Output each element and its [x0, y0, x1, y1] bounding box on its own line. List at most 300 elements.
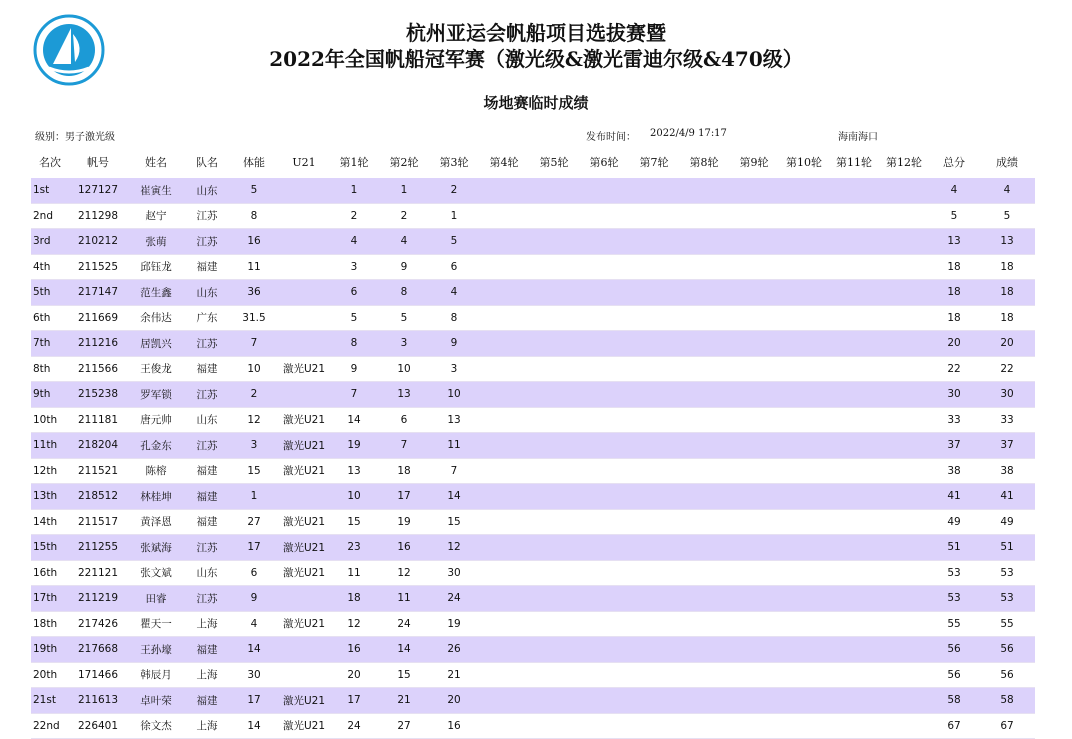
table-cell: 21	[379, 688, 429, 714]
table-cell	[879, 484, 929, 510]
table-cell: 福建	[185, 637, 229, 663]
table-cell	[629, 382, 679, 408]
table-cell	[479, 560, 529, 586]
table-cell	[729, 484, 779, 510]
table-cell	[629, 484, 679, 510]
table-cell: 江苏	[185, 433, 229, 459]
table-cell: 15th	[31, 535, 69, 561]
table-cell: 211219	[69, 586, 127, 612]
column-header: 体能	[229, 152, 279, 175]
table-cell: 2	[329, 203, 379, 229]
table-cell: 黄泽恩	[127, 509, 185, 535]
table-row	[31, 560, 1035, 586]
column-header: 第6轮	[579, 152, 629, 175]
table-cell	[829, 713, 879, 739]
table-cell	[679, 280, 729, 306]
table-cell	[829, 254, 879, 280]
table-cell	[579, 688, 629, 714]
table-cell	[729, 407, 779, 433]
table-cell: 38	[929, 458, 979, 484]
table-cell: 217668	[69, 637, 127, 663]
table-cell	[579, 280, 629, 306]
table-cell	[479, 662, 529, 688]
table-cell	[479, 331, 529, 357]
table-cell	[879, 433, 929, 459]
table-cell: 51	[929, 535, 979, 561]
table-cell: 激光U21	[279, 509, 329, 535]
table-cell: 上海	[185, 713, 229, 739]
table-cell: 林桂坤	[127, 484, 185, 510]
table-row	[31, 713, 1035, 739]
table-cell	[779, 560, 829, 586]
table-cell	[479, 611, 529, 637]
table-cell: 福建	[185, 356, 229, 382]
table-cell	[579, 637, 629, 663]
table-cell	[479, 637, 529, 663]
table-cell: 田睿	[127, 586, 185, 612]
table-cell	[779, 229, 829, 255]
table-cell: 27	[379, 713, 429, 739]
table-cell: 4	[929, 175, 979, 203]
table-cell	[629, 535, 679, 561]
table-cell: 激光U21	[279, 407, 329, 433]
table-cell: 17	[229, 688, 279, 714]
table-cell	[779, 484, 829, 510]
table-cell: 24	[429, 586, 479, 612]
table-cell: 7	[379, 433, 429, 459]
table-cell	[479, 407, 529, 433]
table-cell: 9	[229, 586, 279, 612]
table-cell	[579, 175, 629, 203]
table-cell: 6	[329, 280, 379, 306]
table-cell	[729, 433, 779, 459]
table-cell	[679, 305, 729, 331]
table-cell	[679, 713, 729, 739]
table-cell	[629, 662, 679, 688]
table-cell	[729, 305, 779, 331]
table-cell	[579, 535, 629, 561]
table-cell: 18	[329, 586, 379, 612]
table-cell	[829, 203, 879, 229]
table-cell	[729, 637, 779, 663]
table-cell: 18	[929, 254, 979, 280]
table-cell	[829, 560, 879, 586]
column-header: 第2轮	[379, 152, 429, 175]
table-cell: 221121	[69, 560, 127, 586]
table-cell	[479, 509, 529, 535]
table-cell: 53	[929, 560, 979, 586]
table-cell: 217147	[69, 280, 127, 306]
table-cell	[279, 662, 329, 688]
table-cell: 余伟达	[127, 305, 185, 331]
table-cell	[629, 203, 679, 229]
table-cell: 30	[429, 560, 479, 586]
table-cell: 41	[979, 484, 1035, 510]
table-cell	[679, 175, 729, 203]
column-header: 第4轮	[479, 152, 529, 175]
table-cell	[779, 637, 829, 663]
table-cell	[829, 509, 879, 535]
table-cell: 18	[979, 280, 1035, 306]
table-cell: 17	[229, 535, 279, 561]
table-cell	[279, 305, 329, 331]
table-cell: 15	[329, 509, 379, 535]
table-cell: 20	[329, 662, 379, 688]
table-row	[31, 688, 1035, 714]
table-cell	[679, 509, 729, 535]
table-cell: 张文斌	[127, 560, 185, 586]
table-cell	[779, 305, 829, 331]
table-cell	[529, 662, 579, 688]
table-cell	[529, 331, 579, 357]
table-cell: 6	[429, 254, 479, 280]
table-cell	[779, 662, 829, 688]
table-cell: 19th	[31, 637, 69, 663]
table-cell	[779, 713, 829, 739]
table-cell: 1	[429, 203, 479, 229]
table-cell: 12	[229, 407, 279, 433]
table-cell: 15	[429, 509, 479, 535]
table-cell: 11	[429, 433, 479, 459]
table-cell	[579, 433, 629, 459]
table-cell	[779, 458, 829, 484]
table-cell	[579, 586, 629, 612]
table-cell	[729, 688, 779, 714]
table-cell	[779, 586, 829, 612]
table-row	[31, 586, 1035, 612]
table-cell: 4th	[31, 254, 69, 280]
results-table	[31, 152, 1035, 739]
table-cell	[579, 203, 629, 229]
table-cell	[279, 280, 329, 306]
table-cell: 17	[329, 688, 379, 714]
table-cell	[779, 433, 829, 459]
table-cell: 20th	[31, 662, 69, 688]
table-cell: 56	[979, 662, 1035, 688]
table-cell: 10	[429, 382, 479, 408]
table-cell: 江苏	[185, 586, 229, 612]
table-cell	[829, 433, 879, 459]
table-cell: 11	[379, 586, 429, 612]
table-cell	[529, 713, 579, 739]
table-cell: 211298	[69, 203, 127, 229]
table-cell: 6	[379, 407, 429, 433]
table-cell	[529, 586, 579, 612]
table-cell: 215238	[69, 382, 127, 408]
page-title-line2: 2022年全国帆船冠军赛（激光级&激光雷迪尔级&470级）	[269, 47, 803, 71]
table-cell: 2	[229, 382, 279, 408]
table-cell	[679, 433, 729, 459]
table-cell	[629, 229, 679, 255]
table-cell: 8	[229, 203, 279, 229]
table-cell	[729, 229, 779, 255]
table-cell: 19	[429, 611, 479, 637]
table-cell: 山东	[185, 407, 229, 433]
table-cell	[479, 713, 529, 739]
table-row	[31, 175, 1035, 203]
table-cell: 37	[979, 433, 1035, 459]
table-cell	[779, 203, 829, 229]
table-cell	[879, 535, 929, 561]
table-cell	[779, 611, 829, 637]
table-cell: 49	[929, 509, 979, 535]
table-cell: 56	[929, 662, 979, 688]
table-cell	[879, 713, 929, 739]
table-cell: 1	[329, 175, 379, 203]
table-cell: 16	[229, 229, 279, 255]
table-cell	[279, 382, 329, 408]
table-cell	[679, 203, 729, 229]
table-cell	[579, 407, 629, 433]
table-cell	[829, 458, 879, 484]
table-cell: 16	[379, 535, 429, 561]
table-cell: 5	[379, 305, 429, 331]
table-row	[31, 535, 1035, 561]
table-cell: 31.5	[229, 305, 279, 331]
table-cell	[829, 356, 879, 382]
table-cell: 9th	[31, 382, 69, 408]
table-cell: 11th	[31, 433, 69, 459]
table-cell: 33	[929, 407, 979, 433]
table-cell	[729, 560, 779, 586]
table-cell: 广东	[185, 305, 229, 331]
table-cell	[629, 713, 679, 739]
location-label: 海南海口	[838, 132, 878, 143]
table-cell	[529, 433, 579, 459]
table-cell: 3	[429, 356, 479, 382]
table-cell	[479, 535, 529, 561]
table-cell: 22	[929, 356, 979, 382]
table-cell: 激光U21	[279, 433, 329, 459]
table-cell	[479, 280, 529, 306]
table-cell	[529, 305, 579, 331]
table-cell	[529, 175, 579, 203]
table-cell: 唐元帅	[127, 407, 185, 433]
table-cell: 江苏	[185, 331, 229, 357]
table-cell	[479, 356, 529, 382]
table-cell	[529, 229, 579, 255]
table-cell: 激光U21	[279, 688, 329, 714]
table-row	[31, 254, 1035, 280]
table-cell	[729, 280, 779, 306]
table-row	[31, 407, 1035, 433]
table-cell: 17th	[31, 586, 69, 612]
table-cell: 211517	[69, 509, 127, 535]
table-cell: 15	[379, 662, 429, 688]
table-cell	[529, 688, 579, 714]
table-cell	[729, 254, 779, 280]
table-cell: 3	[229, 433, 279, 459]
table-cell: 12	[429, 535, 479, 561]
table-cell: 12th	[31, 458, 69, 484]
table-cell: 8th	[31, 356, 69, 382]
column-header: 第9轮	[729, 152, 779, 175]
table-cell	[629, 175, 679, 203]
table-cell: 37	[929, 433, 979, 459]
table-cell: 罗军锁	[127, 382, 185, 408]
table-cell: 4	[229, 611, 279, 637]
table-cell: 3	[379, 331, 429, 357]
table-cell	[729, 331, 779, 357]
table-cell	[479, 305, 529, 331]
table-cell	[729, 713, 779, 739]
table-cell: 卓叶荣	[127, 688, 185, 714]
table-cell	[829, 535, 879, 561]
table-cell: 53	[979, 560, 1035, 586]
table-cell	[729, 586, 779, 612]
table-cell: 2nd	[31, 203, 69, 229]
table-cell: 211521	[69, 458, 127, 484]
table-cell: 5	[229, 175, 279, 203]
table-cell	[529, 535, 579, 561]
table-cell	[729, 203, 779, 229]
table-cell	[479, 229, 529, 255]
table-cell: 24	[379, 611, 429, 637]
table-cell	[629, 458, 679, 484]
table-cell: 激光U21	[279, 611, 329, 637]
table-cell	[829, 407, 879, 433]
table-cell: 5	[429, 229, 479, 255]
table-cell: 6th	[31, 305, 69, 331]
table-cell	[779, 331, 829, 357]
table-cell: 王俊龙	[127, 356, 185, 382]
table-cell	[829, 662, 879, 688]
table-cell	[829, 586, 879, 612]
table-cell	[879, 611, 929, 637]
table-cell	[879, 662, 929, 688]
table-cell: 18	[979, 305, 1035, 331]
table-row	[31, 305, 1035, 331]
table-cell	[879, 254, 929, 280]
table-cell	[529, 407, 579, 433]
table-cell: 22nd	[31, 713, 69, 739]
table-cell: 55	[979, 611, 1035, 637]
table-cell	[679, 484, 729, 510]
table-cell	[629, 637, 679, 663]
results-subtitle: 场地赛临时成绩	[483, 94, 589, 112]
table-cell: 211525	[69, 254, 127, 280]
table-cell: 9	[429, 331, 479, 357]
table-cell: 14	[429, 484, 479, 510]
table-cell	[579, 484, 629, 510]
table-cell: 张萌	[127, 229, 185, 255]
table-cell	[779, 280, 829, 306]
table-cell	[829, 484, 879, 510]
table-cell: 17	[379, 484, 429, 510]
table-row	[31, 433, 1035, 459]
table-cell: 56	[979, 637, 1035, 663]
table-cell	[729, 509, 779, 535]
table-cell	[479, 175, 529, 203]
table-cell: 23	[329, 535, 379, 561]
table-cell	[829, 611, 879, 637]
table-cell: 居凯兴	[127, 331, 185, 357]
table-cell	[879, 586, 929, 612]
table-cell: 14	[229, 713, 279, 739]
table-cell	[479, 688, 529, 714]
table-row	[31, 637, 1035, 663]
table-cell	[629, 254, 679, 280]
table-cell	[679, 611, 729, 637]
table-cell: 9	[379, 254, 429, 280]
table-cell: 山东	[185, 175, 229, 203]
table-cell: 30	[929, 382, 979, 408]
table-cell	[629, 433, 679, 459]
table-cell	[529, 509, 579, 535]
table-cell	[879, 356, 929, 382]
table-cell: 8	[429, 305, 479, 331]
table-cell	[879, 305, 929, 331]
table-cell: 孔金东	[127, 433, 185, 459]
table-cell	[579, 458, 629, 484]
column-header: 第11轮	[829, 152, 879, 175]
published-label: 发布时间：	[586, 132, 636, 143]
table-cell: 10	[229, 356, 279, 382]
table-cell: 6	[229, 560, 279, 586]
table-cell	[879, 175, 929, 203]
column-header: 第5轮	[529, 152, 579, 175]
table-cell: 10	[379, 356, 429, 382]
table-cell: 江苏	[185, 535, 229, 561]
table-cell: 12	[379, 560, 429, 586]
table-cell: 218204	[69, 433, 127, 459]
table-cell: 14	[379, 637, 429, 663]
table-cell: 1st	[31, 175, 69, 203]
table-cell: 激光U21	[279, 560, 329, 586]
table-cell	[629, 407, 679, 433]
table-cell: 山东	[185, 560, 229, 586]
table-cell	[779, 407, 829, 433]
table-cell: 5	[929, 203, 979, 229]
table-cell: 福建	[185, 509, 229, 535]
table-cell: 16	[329, 637, 379, 663]
table-cell: 15	[229, 458, 279, 484]
table-cell: 22	[979, 356, 1035, 382]
table-cell	[779, 382, 829, 408]
table-cell	[679, 331, 729, 357]
table-cell: 3rd	[31, 229, 69, 255]
table-cell	[729, 382, 779, 408]
table-cell	[679, 382, 729, 408]
table-cell: 18	[979, 254, 1035, 280]
table-cell	[629, 611, 679, 637]
table-cell: 20	[979, 331, 1035, 357]
table-cell	[879, 229, 929, 255]
table-row	[31, 382, 1035, 408]
table-cell: 崔寅生	[127, 175, 185, 203]
table-cell: 8	[379, 280, 429, 306]
table-cell	[779, 535, 829, 561]
table-cell	[479, 254, 529, 280]
table-row	[31, 229, 1035, 255]
table-cell: 徐文杰	[127, 713, 185, 739]
table-cell: 58	[929, 688, 979, 714]
table-cell: 41	[929, 484, 979, 510]
column-header: 第8轮	[679, 152, 729, 175]
table-cell	[629, 509, 679, 535]
table-cell: 激光U21	[279, 356, 329, 382]
table-row	[31, 484, 1035, 510]
table-row	[31, 458, 1035, 484]
table-cell: 20	[929, 331, 979, 357]
category-label: 级别：男子激光级	[35, 132, 115, 143]
table-cell: 30	[979, 382, 1035, 408]
table-cell	[879, 509, 929, 535]
table-cell: 13th	[31, 484, 69, 510]
table-cell: 福建	[185, 254, 229, 280]
table-cell: 瞿天一	[127, 611, 185, 637]
table-cell	[729, 611, 779, 637]
